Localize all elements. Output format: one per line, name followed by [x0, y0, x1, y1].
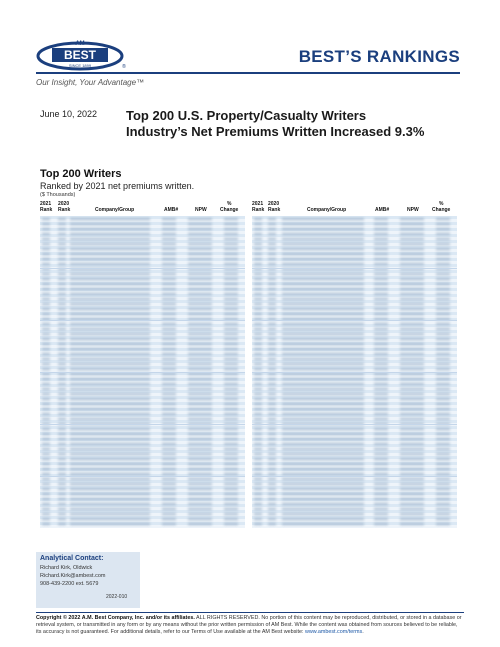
- contact-name: Richard Kirk, Oldwick: [40, 565, 93, 571]
- logo-am: AM: [75, 41, 85, 47]
- copyright-end: .: [362, 629, 364, 635]
- section-subtitle: Ranked by 2021 net premiums written.: [40, 181, 195, 191]
- contact-title: Analytical Contact:: [40, 555, 104, 562]
- copyright-lead: Copyright © 2022 A.M. Best Company, Inc. and/or its affiliates.: [36, 615, 195, 621]
- headline: [126, 108, 424, 140]
- col-2020-rank: 2020 Rank: [268, 201, 281, 213]
- col-amb: AMB#: [375, 207, 390, 213]
- rankings-table-left: [40, 201, 245, 528]
- logo-since: SINCE 1899: [68, 63, 92, 68]
- col-2021-rank: 2021 Rank: [40, 201, 53, 213]
- col-npw: NPW: [195, 207, 207, 213]
- section-unit: ($ Thousands): [40, 192, 76, 198]
- col-company: Company/Group: [95, 207, 135, 213]
- col-change: % Change: [432, 201, 451, 213]
- brand-title: BEST’S RANKINGS: [298, 47, 460, 66]
- headline-line-2: Industry’s Net Premiums Written Increased 9.3%: [126, 124, 425, 139]
- footer-copyright: [36, 615, 464, 636]
- contact-email[interactable]: Richard.Kirk@ambest.com: [40, 573, 106, 579]
- footer-divider: [36, 612, 464, 613]
- rankings-table-right: [252, 201, 457, 528]
- col-amb: AMB#: [164, 207, 179, 213]
- col-change: % Change: [220, 201, 239, 213]
- report-code: 2022-010: [106, 594, 128, 600]
- tagline: Our Insight, Your Advantage™: [36, 78, 145, 87]
- col-company: Company/Group: [307, 207, 347, 213]
- col-npw: NPW: [407, 207, 419, 213]
- section-title: Top 200 Writers: [40, 168, 122, 180]
- report-date: June 10, 2022: [40, 109, 98, 119]
- col-2020-rank: 2020 Rank: [58, 201, 71, 213]
- contact-phone: 908-439-2200 ext. 5679: [40, 581, 99, 587]
- copyright-body: ALL RIGHTS RESERVED. No portion of this content may be reproduced, distributed, or stored in a database or retrieval system, or transmitted in any form or by any means without the prior written permission of AM Best. While the content was obtained from sources believed to be reliable, its accuracy is not guaranteed. For additional details, refer to our Terms of Use available at the AM Best website:: [36, 615, 462, 635]
- terms-link[interactable]: www.ambest.com/terms: [304, 629, 363, 635]
- logo-reg: ®: [122, 64, 126, 70]
- table-body-blurred: [252, 216, 457, 528]
- logo-best: BEST: [63, 48, 97, 62]
- table-body-blurred: [40, 216, 245, 528]
- am-best-logo: [36, 36, 128, 72]
- col-2021-rank: 2021 Rank: [252, 201, 265, 213]
- headline-line-1: Top 200 U.S. Property/Casualty Writers: [126, 108, 367, 123]
- header-divider: [36, 72, 460, 74]
